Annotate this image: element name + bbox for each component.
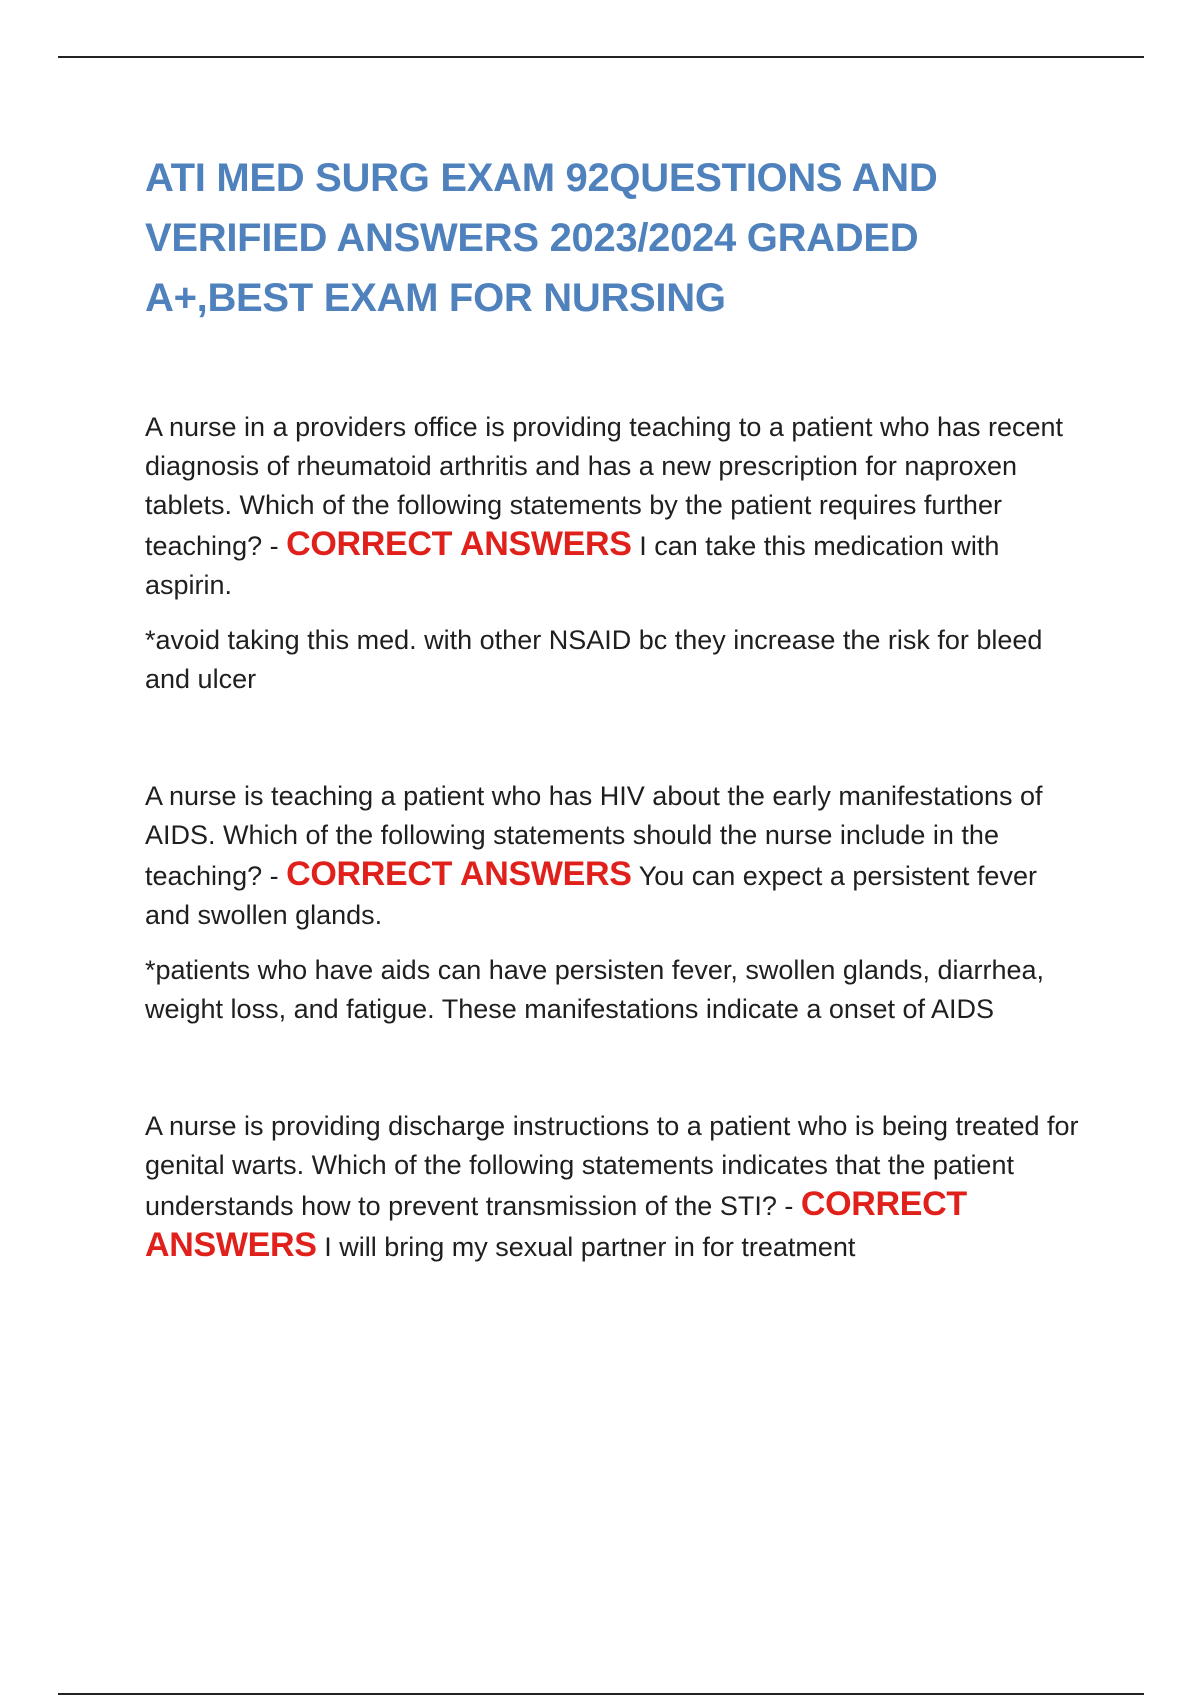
question-text: A nurse is teaching a patient who has HIV about the early manifestations of AIDS. Which of the following statements should the nurse include in the teaching? - bbox=[145, 781, 1043, 891]
top-rule bbox=[58, 56, 1144, 58]
bottom-rule bbox=[58, 1693, 1144, 1695]
question-paragraph bbox=[145, 777, 1085, 935]
question-block-3 bbox=[145, 1107, 1085, 1267]
answer-text: You can expect a persistent fever and swollen glands. bbox=[145, 861, 1037, 930]
correct-answers-label: CORRECT ANSWERS bbox=[286, 525, 632, 563]
document-title: ATI MED SURG EXAM 92QUESTIONS AND VERIFIED ANSWERS 2023/2024 GRADED A+,BEST EXAM FOR NURSING bbox=[145, 156, 938, 320]
question-paragraph bbox=[145, 1107, 1085, 1267]
question-block-2 bbox=[145, 777, 1085, 1029]
question-text: A nurse in a providers office is providing teaching to a patient who has recent diagnosis of rheumatoid arthritis and has a new prescription for naproxen tablets. Which of the following statements by the patient requires further teaching? - bbox=[145, 412, 1064, 561]
question-paragraph bbox=[145, 408, 1085, 605]
question-list bbox=[145, 408, 1085, 1267]
document-page bbox=[145, 148, 1085, 1267]
rationale-note: *patients who have aids can have persisten fever, swollen glands, diarrhea, weight loss, and fatigue. These manifestations indicate a onset of AIDS bbox=[145, 955, 1045, 1024]
question-text: A nurse is providing discharge instructions to a patient who is being treated for genital warts. Which of the following statements indicates that the patient understands how to prevent transmission of the STI? - bbox=[145, 1111, 1079, 1221]
answer-text: I will bring my sexual partner in for treatment bbox=[324, 1232, 856, 1262]
correct-answers-label: CORRECT ANSWERS bbox=[286, 855, 632, 893]
question-block-1 bbox=[145, 408, 1085, 699]
rationale-note: *avoid taking this med. with other NSAID bc they increase the risk for bleed and ulcer bbox=[145, 625, 1043, 694]
correct-answers-label: CORRECT ANSWERS bbox=[145, 1185, 967, 1264]
answer-text: I can take this medication with aspirin. bbox=[145, 531, 1000, 600]
